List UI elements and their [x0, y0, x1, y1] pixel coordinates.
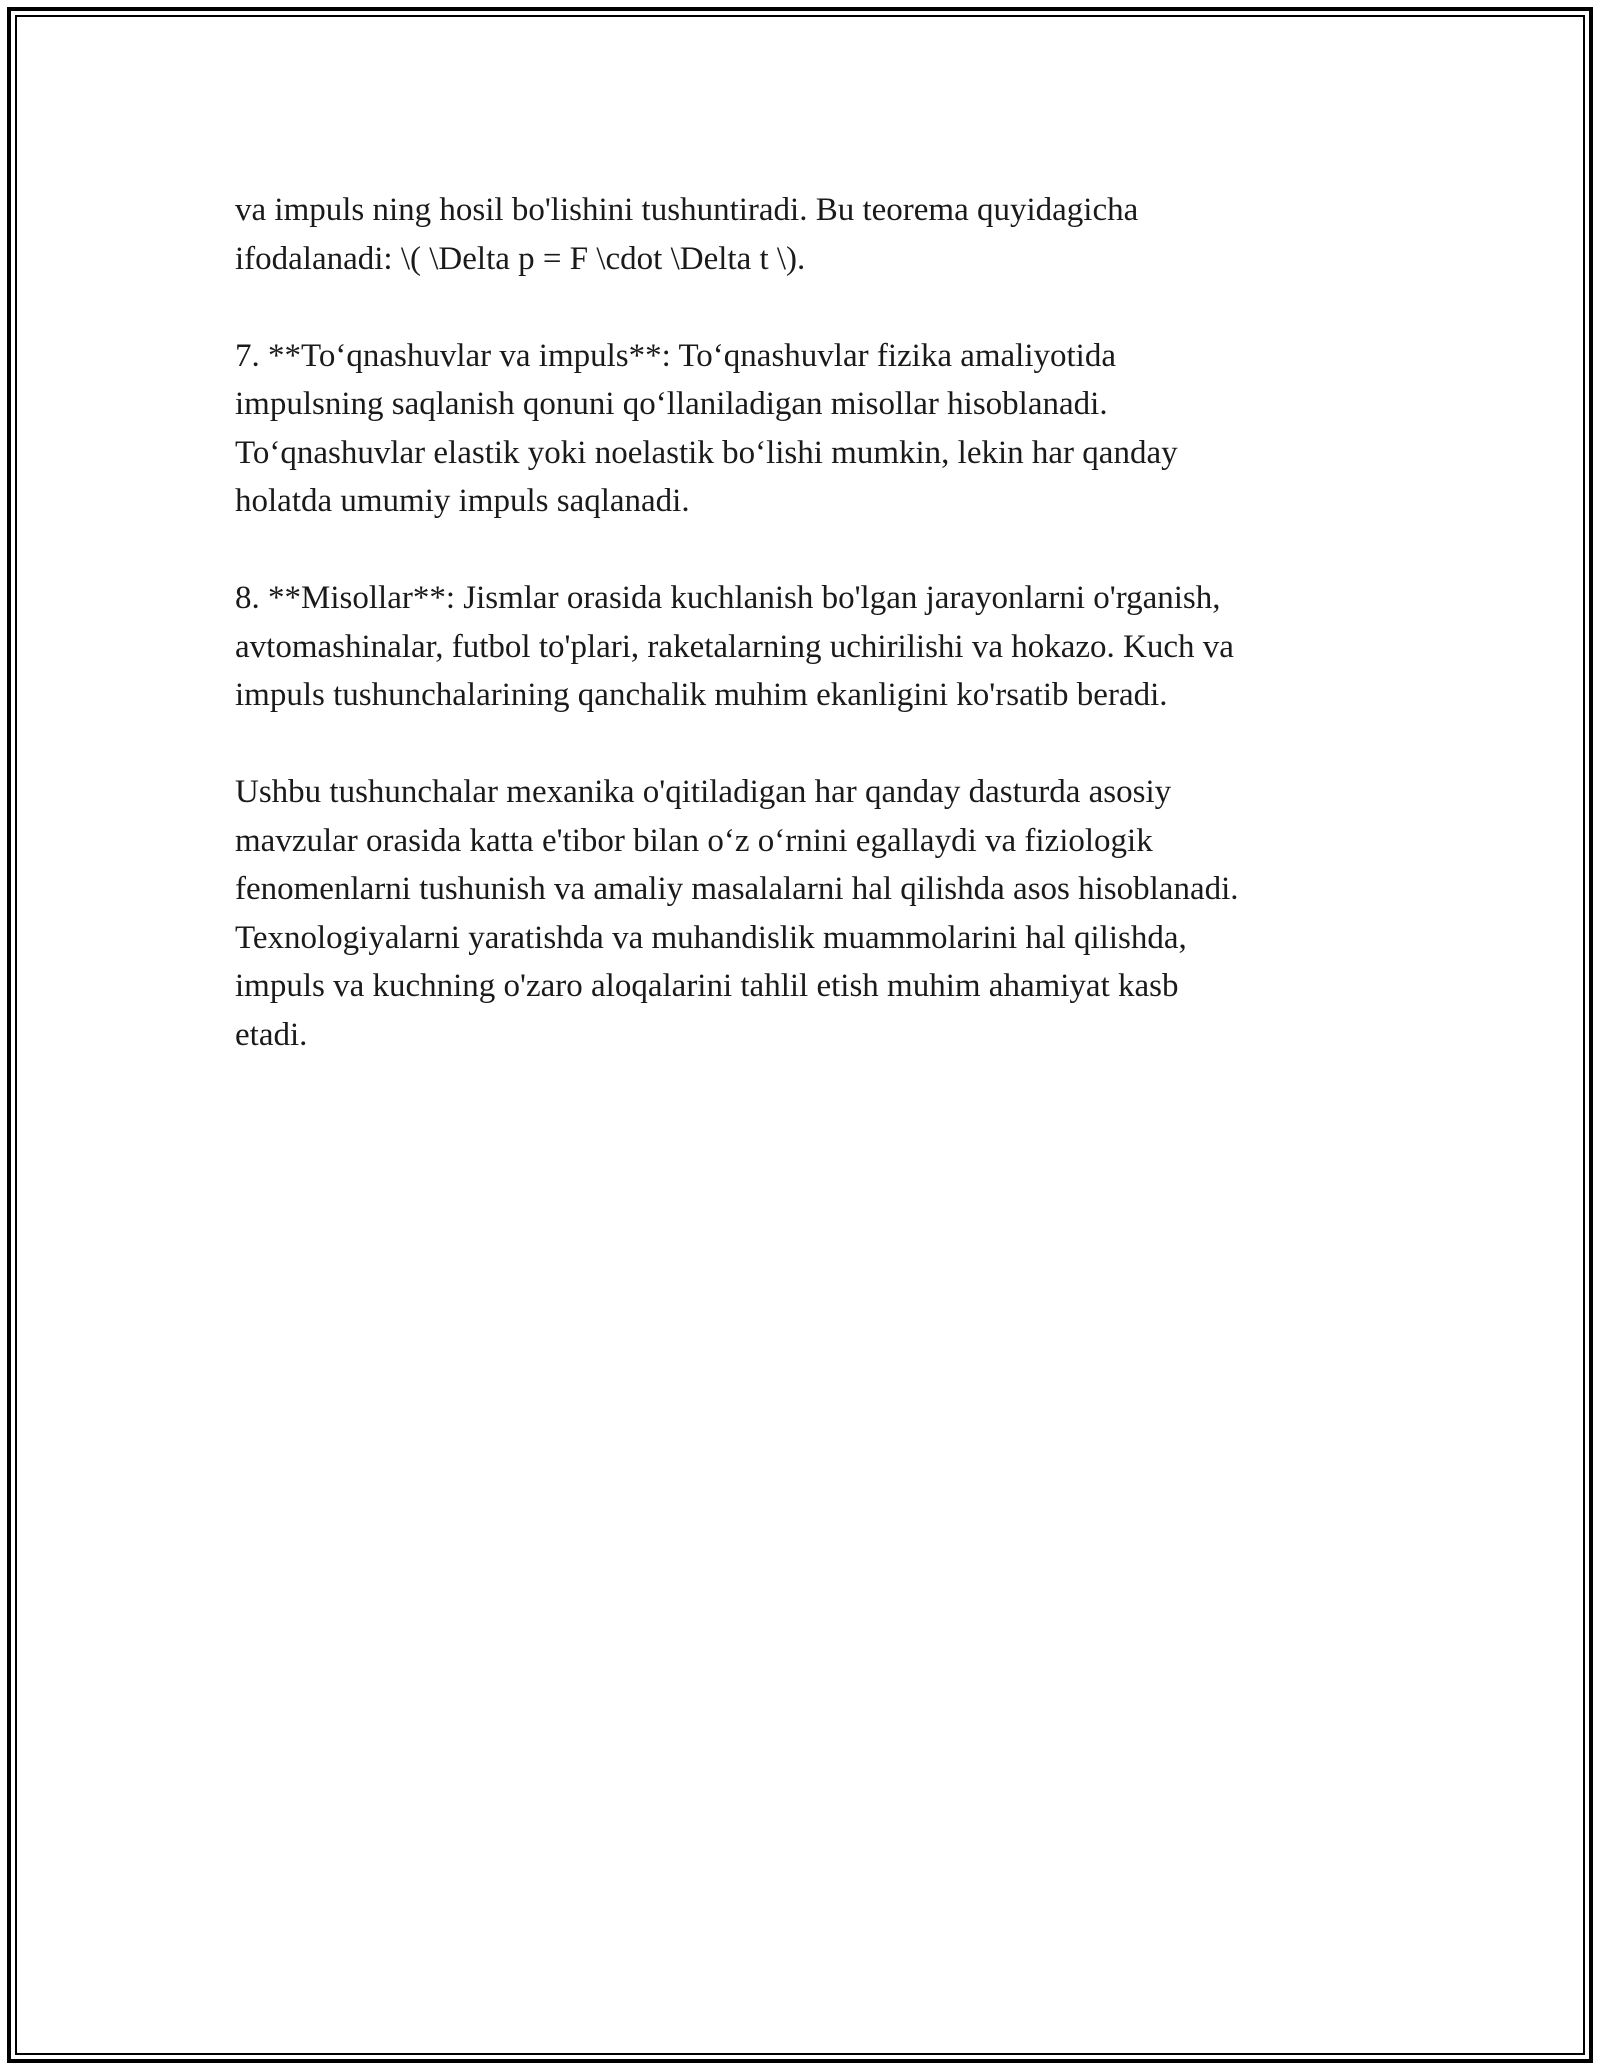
paragraph-examples [235, 574, 1365, 720]
text-line: impuls va kuchning o'zaro aloqalarini tahlil etish muhim ahamiyat kasb [235, 968, 1179, 1004]
text-line: impulsning saqlanish qonuni qo‘llaniladigan misollar hisoblanadi. [235, 386, 1108, 422]
text-line: ifodalanadi: \( \Delta p = F \cdot \Delta t \). [235, 240, 806, 277]
text-line: mavzular orasida katta e'tibor bilan o‘z o‘rnini egallaydi va fiziologik [235, 822, 1153, 859]
text-line: Texnologiyalarni yaratishda va muhandislik muammolarini hal qilishda, [235, 919, 1187, 956]
text-line: 8. **Misollar**: Jismlar orasida kuchlanish bo'lgan jarayonlarni o'rganish, [235, 580, 1221, 616]
text-line: To‘qnashuvlar elastik yoki noelastik bo‘lishi mumkin, lekin har qanday [235, 434, 1178, 471]
text-line: etadi. [235, 1016, 308, 1053]
text-line: holatda umumiy impuls saqlanadi. [235, 483, 690, 519]
text-line: impuls tushunchalarining qanchalik muhim ekanligini ko'rsatib beradi. [235, 677, 1168, 713]
text-line: avtomashinalar, futbol to'plari, raketalarning uchirilishi va hokazo. Kuch va [235, 628, 1234, 665]
text-line: Ushbu tushunchalar mexanika o'qitiladigan har qanday dasturda asosiy [235, 774, 1172, 810]
text-line: fenomenlarni tushunish va amaliy masalalarni hal qilishda asos hisoblanadi. [235, 871, 1239, 907]
paragraph-collisions [235, 332, 1365, 526]
text-line: va impuls ning hosil bo'lishini tushuntiradi. Bu teorema quyidagicha [235, 192, 1139, 228]
text-line: 7. **To‘qnashuvlar va impuls**: To‘qnashuvlar fizika amaliyotida [235, 337, 1116, 374]
document-body [235, 186, 1365, 1108]
paragraph-impulse-theorem [235, 186, 1365, 283]
paragraph-conclusion [235, 768, 1365, 1059]
